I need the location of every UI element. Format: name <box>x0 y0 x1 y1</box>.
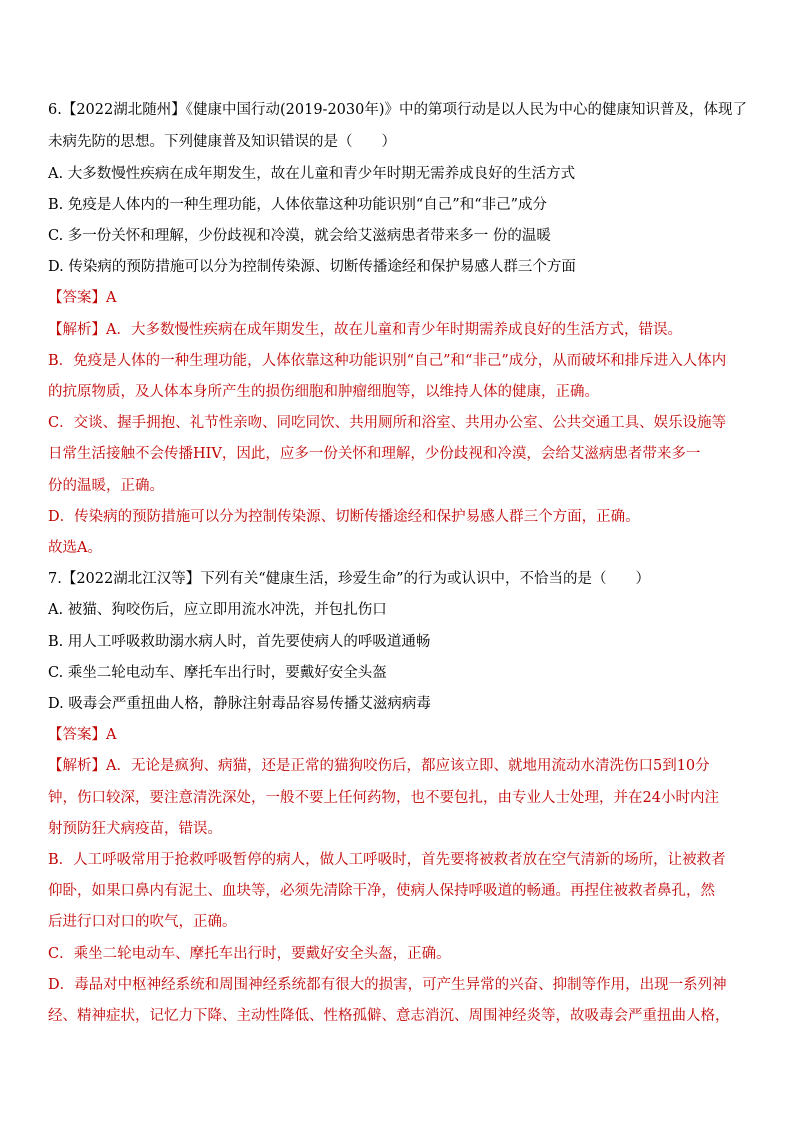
q7-option-c: C. 乘坐二轮电动车、摩托车出行时，要戴好安全头盔 <box>48 665 387 681</box>
q6-option-a: A. 大多数慢性疾病在成年期发生，故在儿童和青少年时期无需养成良好的生活方式 <box>48 166 576 182</box>
q7-answer: 【答案】A <box>48 727 117 743</box>
q7-analysis-line: 仰卧，如果口鼻内有泥土、血块等，必须先清除干净，使病人保持呼吸道的畅通。再捏住被救者鼻孔，然 <box>48 883 715 899</box>
q7-analysis-line: 钟，伤口较深，要注意清洗深处，一般不要上任何药物，也不要包扎，由专业人士处理，并在24小时内注 <box>48 790 719 806</box>
q7-option-b: B. 用人工呼吸救助溺水病人时，首先要使病人的呼吸道通畅 <box>48 634 431 650</box>
q7-analysis-line: 后进行口对口的吹气，正确。 <box>48 914 237 930</box>
q7-analysis-line: 经、精神症状，记忆力下降、主动性降低、性格孤僻、意志消沉、周围神经炎等，故吸毒会严重扭曲人格， <box>48 1008 730 1024</box>
q6-option-d: D. 传染病的预防措施可以分为控制传染源、切断传播途经和保护易感人群三个方面 <box>48 259 576 275</box>
q6-option-c: C. 多一份关怀和理解，少份歧视和冷漠，就会给艾滋病患者带来多一 份的温暖 <box>48 228 551 244</box>
q6-analysis-line: B．免疫是人体的一种生理功能，人体依靠这种功能识别“自己”和“非己”成分，从而破坏和排斥进入人体内 <box>48 353 727 369</box>
q6-analysis-line: 的抗原物质，及人体本身所产生的损伤细胞和肿瘤细胞等，以维持人体的健康，正确。 <box>48 384 599 400</box>
q6-analysis-line: C．交谈、握手拥抱、礼节性亲吻、同吃同饮、共用厕所和浴室、共用办公室、公共交通工具、娱乐设施等 <box>48 415 727 431</box>
q7-analysis-line: 射预防狂犬病疫苗，错误。 <box>48 821 222 837</box>
q6-analysis-line: 【解析】A．大多数慢性疾病在成年期发生，故在儿童和青少年时期需养成良好的生活方式，错误。 <box>48 322 682 338</box>
q6-analysis-line: 日常生活接触不会传播HIV，因此，应多一份关怀和理解，少份歧视和冷漠，会给艾滋病患者带来多一 <box>48 446 701 462</box>
q6-analysis-line: 份的温暖，正确。 <box>48 478 164 494</box>
q6-stem-line-1: 6.【2022湖北随州】《健康中国行动(2019-2030年)》中的第项行动是以人民为中心的健康知识普及，体现了 <box>48 102 747 118</box>
q7-stem: 7.【2022湖北江汉等】下列有关“健康生活，珍爱生命”的行为或认识中，不恰当的是（ ） <box>48 571 651 587</box>
q6-stem-line-2: 未病先防的思想。下列健康普及知识错误的是（ ） <box>48 134 396 150</box>
q7-analysis-line: 【解析】A．无论是疯狗、病猫，还是正常的猫狗咬伤后，都应该立即、就地用流动水清洗伤口5到10分 <box>48 758 710 774</box>
q7-analysis-line: B．人工呼吸常用于抢救呼吸暂停的病人，做人工呼吸时，首先要将被救者放在空气清新的场所，让被救者 <box>48 852 726 868</box>
q7-analysis-line: D．毒品对中枢神经系统和周围神经系统都有很大的损害，可产生异常的兴奋、抑制等作用，出现一系列神 <box>48 977 727 993</box>
q7-option-d: D. 吸毒会严重扭曲人格，静脉注射毒品容易传播艾滋病病毒 <box>48 696 431 712</box>
q6-analysis-line: D．传染病的预防措施可以分为控制传染源、切断传播途经和保护易感人群三个方面，正确。 <box>48 509 640 525</box>
q6-analysis-line: 故选A。 <box>48 540 102 556</box>
q7-analysis-line: C．乘坐二轮电动车、摩托车出行时，要戴好安全头盔，正确。 <box>48 946 451 962</box>
q7-option-a: A. 被猫、狗咬伤后，应立即用流水冲洗，并包扎伤口 <box>48 602 387 618</box>
q6-answer: 【答案】A <box>48 290 117 306</box>
q6-option-b: B. 免疫是人体内的一种生理功能，人体依靠这种功能识别“自己”和“非己”成分 <box>48 197 548 213</box>
